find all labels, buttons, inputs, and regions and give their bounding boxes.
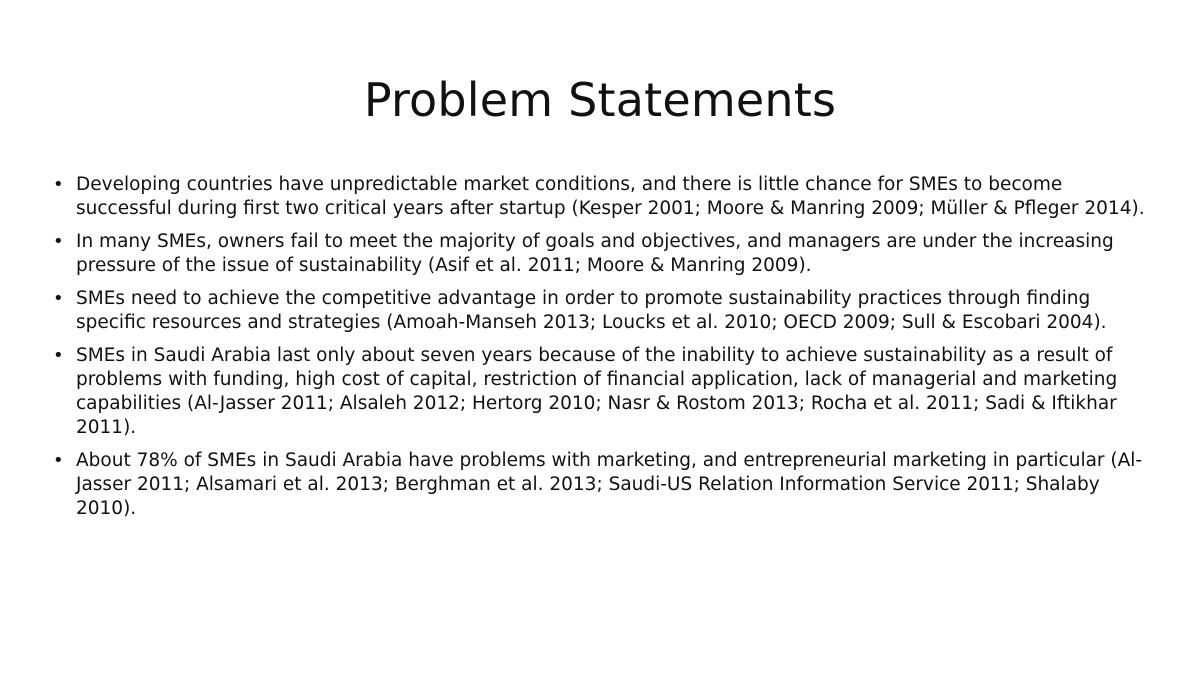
- bullet-item: [48, 173, 1148, 221]
- bullet-item: [48, 449, 1148, 521]
- bullet-dot-icon: •: [53, 174, 64, 195]
- bullet-dot-icon: •: [53, 450, 64, 471]
- bullet-text: In many SMEs, owners fail to meet the majority of goals and objectives, and managers are under the increasing pressure of the issue of sustainability (Asif et al. 2011; Moore & Manring 2009).: [76, 231, 1114, 276]
- bullet-dot-icon: •: [53, 288, 64, 309]
- bullet-text: SMEs need to achieve the competitive advantage in order to promote sustainability practices through finding specific resources and strategies (Amoah-Manseh 2013; Loucks et al. 2010; OECD 2009; Sull & Escobari 2004).: [76, 288, 1107, 333]
- bullet-text: About 78% of SMEs in Saudi Arabia have problems with marketing, and entrepreneurial marketing in particular (Al-Jasser 2011; Alsamari et al. 2013; Berghman et al. 2013; Saudi-US Relation Information Service 2011; Shalaby 2010).: [76, 450, 1143, 519]
- bullet-list: [48, 173, 1148, 530]
- bullet-item: [48, 287, 1148, 335]
- bullet-dot-icon: •: [53, 231, 64, 252]
- bullet-text: Developing countries have unpredictable market conditions, and there is little chance for SMEs to become successful during first two critical years after startup (Kesper 2001; Moore & Manring 2009; Müller & Pfleger 2014).: [76, 174, 1145, 219]
- bullet-text: SMEs in Saudi Arabia last only about seven years because of the inability to achieve sustainability as a result of problems with funding, high cost of capital, restriction of financial application, lack of managerial and marketing capabilities (Al-Jasser 2011; Alsaleh 2012; Hertorg 2010; Nasr & Rostom 2013; Rocha et al. 2011; Sadi & Iftikhar 2011).: [76, 345, 1118, 438]
- slide-title: Problem Statements: [363, 73, 837, 127]
- bullet-dot-icon: •: [53, 345, 64, 366]
- bullet-item: [48, 230, 1148, 278]
- bullet-item: [48, 344, 1148, 440]
